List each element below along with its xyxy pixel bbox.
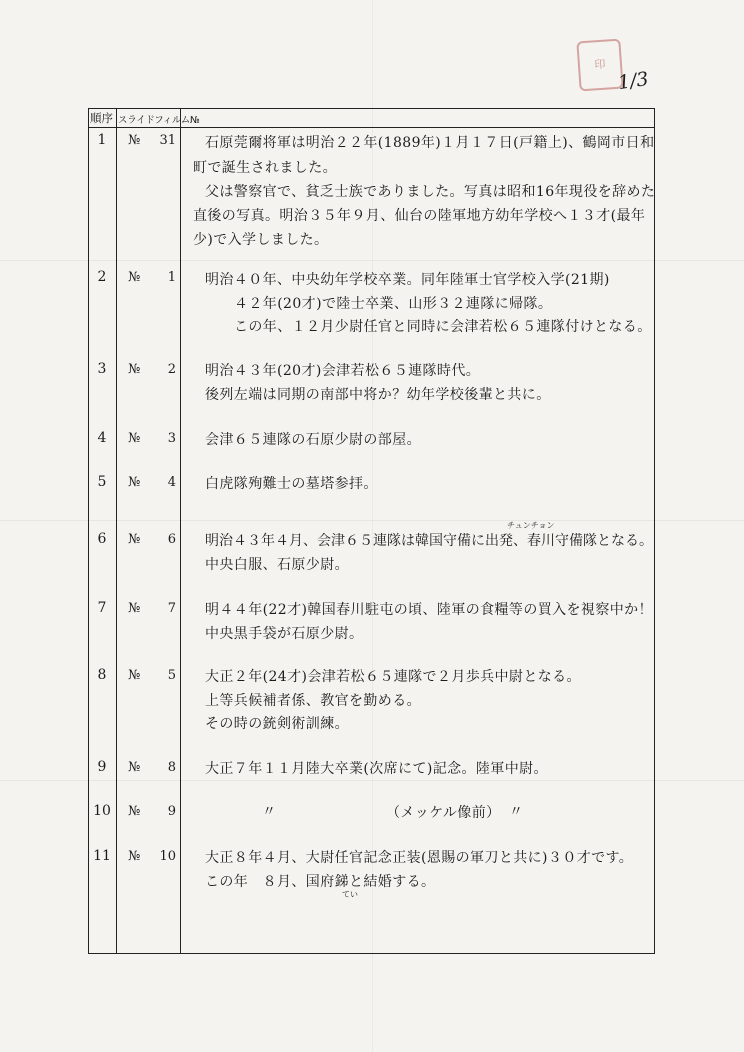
column-divider <box>180 108 181 954</box>
row-text-line: 石原莞爾将軍は明治２２年(1889年)１月１７日(戸籍上)、鶴岡市日和 <box>205 135 655 151</box>
row-number: 11 <box>93 848 111 864</box>
row-text-line: 上等兵候補者係、教官を勤める。 <box>205 693 421 709</box>
ruby-annotation: てい <box>342 890 358 899</box>
row-text-line: 中央黒手袋が石原少尉。 <box>205 626 364 642</box>
row-text-line: 明治４３年４月、会津６５連隊は韓国守備に出発、春川守備隊となる。 <box>205 533 653 549</box>
row-text-line: この年 ８月、国府銻と結婚する。 <box>205 874 436 890</box>
row-text-line: 町で誕生されました。 <box>193 160 337 176</box>
row-text-line: 明４４年(22才)韓国春川駐屯の頃、陸軍の食糧等の買入を視察中か！ <box>205 602 653 618</box>
row-number: 1 <box>97 132 107 148</box>
row-text-line: ４２年(20才)で陸士卒業、山形３２連隊に帰隊。 <box>234 296 553 312</box>
row-text-line: その時の銃剣術訓練。 <box>205 716 349 732</box>
row-number: 2 <box>97 269 107 285</box>
row-text-line: 会津６５連隊の石原少尉の部屋。 <box>205 432 421 448</box>
row-number: 10 <box>93 803 111 819</box>
row-number: 8 <box>97 667 107 683</box>
row-text-line: 大正８年４月、大尉任官記念正装(恩賜の軍刀と共に)３０才です。 <box>205 850 634 866</box>
row-number: 9 <box>97 759 107 775</box>
header-order: 順序 <box>90 111 113 125</box>
row-number: 6 <box>97 531 107 547</box>
ditto-mark: 〃 <box>509 804 524 820</box>
row-text-line: この年、１２月少尉任官と同時に会津若松６５連隊付けとなる。 <box>234 319 652 335</box>
row-text-line: 白虎隊殉難士の墓塔参拝。 <box>205 476 378 492</box>
row-text-line: 大正７年１１月陸大卒業(次席にて)記念。陸軍中尉。 <box>205 761 548 777</box>
row-text-line: 明治４０年、中央幼年学校卒業。同年陸軍士官学校入学(21期) <box>205 272 610 288</box>
ditto-mark: 〃 <box>262 804 277 820</box>
row-number: 7 <box>97 600 107 616</box>
row-text-line: 中央白服、石原少尉。 <box>205 557 349 573</box>
header-divider <box>88 127 655 128</box>
row-text-line: 直後の写真。明治３５年９月、仙台の陸軍地方幼年学校へ１３才(最年 <box>193 208 646 224</box>
page-number-mark: 1/3 <box>616 67 650 95</box>
row-text-line: （メッケル像前） <box>386 805 501 821</box>
row-text-line: 明治４３年(20才)会津若松６５連隊時代。 <box>205 363 481 379</box>
row-text-line: 少)で入学しました。 <box>193 232 329 248</box>
row-number: 3 <box>97 361 107 377</box>
row-text-line: 後列左端は同期の南部中将か？幼年学校後輩と共に。 <box>205 387 551 403</box>
row-number: 5 <box>97 474 107 490</box>
row-text-line: 大正２年(24才)会津若松６５連隊で２月歩兵中尉となる。 <box>205 669 581 685</box>
header-slide-film-no: スライドフィルム№ <box>118 115 200 126</box>
red-seal-stamp: 印 <box>576 39 623 92</box>
row-number: 4 <box>97 430 107 446</box>
ruby-annotation: チュンチョン <box>507 521 555 530</box>
row-text-line: 父は警察官で、貧乏士族でありました。写真は昭和16年現役を辞めた <box>205 184 656 200</box>
